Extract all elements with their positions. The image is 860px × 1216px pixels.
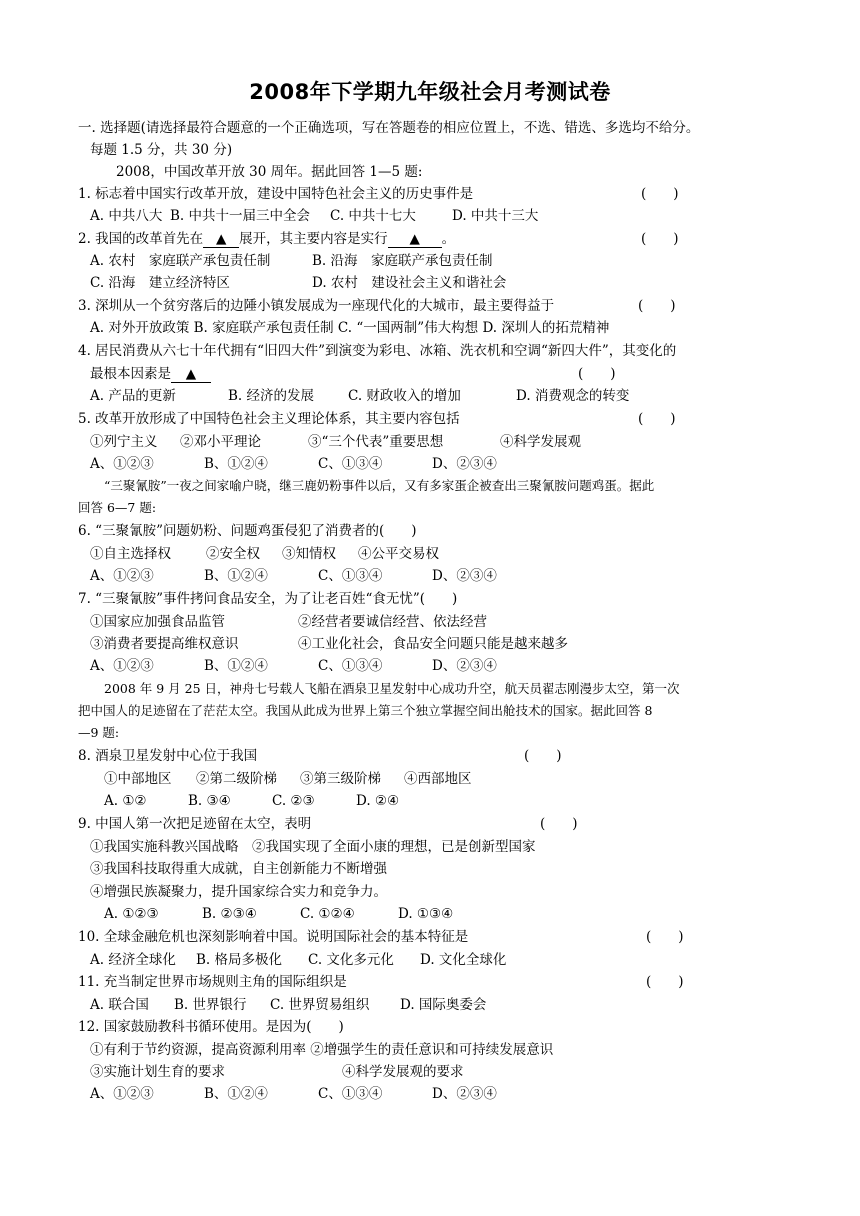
q7-opt-c: C、①③④	[318, 658, 383, 674]
q9-opt-a: A. ①②③	[104, 906, 159, 922]
intro-3-cont: 把中国人的足迹留在了茫茫太空。我国从此成为世界上第三个独立掌握空间出舱技术的国家。据此回答 8	[78, 703, 653, 718]
q12-items-row1: ①有利于节约资源，提高资源利用率 ②增强学生的责任意识和可持续发展意识	[90, 1042, 554, 1058]
q12-items-row2	[90, 1062, 464, 1082]
q5-item-3: ③“三个代表”重要思想	[308, 434, 444, 450]
q6-item-2: ②安全权	[206, 546, 260, 562]
q6-opt-a: A、①②③	[90, 568, 154, 584]
q2-opt-b: B. 沿海 家庭联产承包责任制	[312, 253, 493, 269]
q2-stem-part2: 展开，其主要内容是实行	[239, 231, 388, 247]
q2-blank-2: ▲	[388, 231, 442, 248]
q8-opt-d: D. ②④	[356, 793, 400, 809]
q10-options	[90, 950, 506, 970]
q10-answer-paren: ( )	[646, 929, 684, 945]
q9-answer-paren: ( )	[540, 816, 578, 832]
q6-item-4: ④公平交易权	[358, 546, 439, 562]
q11-opt-b: B. 世界银行	[174, 997, 247, 1013]
q4-stem-part: 最根本因素是	[90, 366, 171, 382]
q4-stem: 4. 居民消费从六七十年代拥有“旧四大件”到演变为彩电、冰箱、洗衣机和空调“新四大件”，其变化的	[78, 343, 677, 359]
intro-2-cont: 回答 6—7 题:	[78, 500, 157, 515]
q9-items-row1: ①我国实施科教兴国战略 ②我国实现了全面小康的理想，已是创新型国家	[90, 839, 536, 855]
q6-opt-c: C、①③④	[318, 568, 383, 584]
q1-options	[90, 206, 538, 226]
q11-opt-c: C. 世界贸易组织	[270, 997, 370, 1013]
q2-opt-c: C. 沿海 建立经济特区	[90, 275, 230, 291]
q7-opt-a: A、①②③	[90, 658, 154, 674]
q6-item-3: ③知情权	[282, 546, 336, 562]
q12-opt-b: B、①②④	[204, 1086, 268, 1102]
q10-opt-c: C. 文化多元化	[308, 952, 394, 968]
q5-opt-a: A、①②③	[90, 456, 154, 472]
intro-1: 2008，中国改革开放 30 周年。据此回答 1—5 题:	[116, 164, 423, 180]
intro-3-cont2: —9 题:	[78, 725, 120, 740]
q7-items-row2	[90, 634, 568, 654]
q5-item-1: ①列宁主义	[90, 434, 158, 450]
q6-stem: 6. “三聚氰胺”问题奶粉、问题鸡蛋侵犯了消费者的( )	[78, 523, 417, 539]
q1-opt-d: D. 中共十三大	[452, 208, 539, 224]
q12-opt-d: D、②③④	[432, 1086, 497, 1102]
q12-options	[90, 1084, 497, 1104]
q11-stem: 11. 充当制定世界市场规则主角的国际组织是	[78, 974, 347, 990]
q8-opt-c: C. ②③	[272, 793, 315, 809]
q6-item-1: ①自主选择权	[90, 546, 171, 562]
q2-stem-part1: 2. 我国的改革首先在	[78, 231, 204, 247]
q5-answer-paren: ( )	[638, 411, 676, 427]
q6-opt-b: B、①②④	[204, 568, 268, 584]
q9-opt-c: C. ①②④	[300, 906, 355, 922]
q4-answer-paren: ( )	[578, 366, 616, 382]
q8-items	[104, 769, 472, 789]
q5-opt-c: C、①③④	[318, 456, 383, 472]
intro-2: “三聚氰胺”一夜之间家喻户晓，继三鹿奶粉事件以后，又有多家蛋企被查出三聚氰胺问题鸡蛋。据此	[104, 478, 655, 493]
section-heading-cont: 每题 1.5 分，共 30 分)	[90, 142, 233, 158]
q5-item-4: ④科学发展观	[500, 434, 581, 450]
q5-opt-b: B、①②④	[204, 456, 268, 472]
q7-opt-b: B、①②④	[204, 658, 268, 674]
q10-stem: 10. 全球金融危机也深刻影响着中国。说明国际社会的基本特征是	[78, 929, 469, 945]
q5-stem: 5. 改革开放形成了中国特色社会主义理论体系，其主要内容包括	[78, 411, 460, 427]
q8-item-1: ①中部地区	[104, 771, 172, 787]
q3-answer-paren: ( )	[638, 298, 676, 314]
q4-opt-a: A. 产品的更新	[90, 388, 176, 404]
q5-items	[90, 432, 581, 452]
q7-item-1: ①国家应加强食品监管	[90, 614, 225, 630]
q5-opt-d: D、②③④	[432, 456, 497, 472]
q4-opt-c: C. 财政收入的增加	[348, 388, 461, 404]
q1-answer-paren: ( )	[641, 186, 679, 202]
q4-blank: ▲	[171, 366, 211, 383]
q2-answer-paren: ( )	[641, 231, 679, 247]
q4-opt-b: B. 经济的发展	[228, 388, 315, 404]
q9-stem: 9. 中国人第一次把足迹留在太空，表明	[78, 816, 312, 832]
q3-options: A. 对外开放政策 B. 家庭联产承包责任制 C. “一国两制”伟大构想 D. 深圳人的拓荒精神	[90, 320, 610, 336]
q8-item-3: ③第三级阶梯	[300, 771, 381, 787]
q8-stem: 8. 酒泉卫星发射中心位于我国	[78, 748, 258, 764]
q8-opt-a: A. ①②	[104, 793, 147, 809]
q7-items-row1	[90, 612, 487, 632]
q7-stem: 7. “三聚氰胺”事件拷问食品安全，为了让老百姓“食无忧”( )	[78, 591, 458, 607]
q2-opt-d: D. 农村 建设社会主义和谐社会	[312, 275, 507, 291]
q8-opt-b: B. ③④	[188, 793, 231, 809]
q7-item-3: ③消费者要提高维权意识	[90, 636, 239, 652]
q9-opt-d: D. ①③④	[398, 906, 454, 922]
q12-item-4: ④科学发展观的要求	[342, 1064, 464, 1080]
q2-stem	[78, 229, 455, 249]
section-heading: 一. 选择题(请选择最符合题意的一个正确选项，写在答题卷的相应位置上，不选、错选、多选均不给分。	[78, 120, 700, 136]
q11-answer-paren: ( )	[646, 974, 684, 990]
q9-opt-b: B. ②③④	[202, 906, 257, 922]
q12-stem: 12. 国家鼓励教科书循环使用。是因为( )	[78, 1019, 344, 1035]
q6-opt-d: D、②③④	[432, 568, 497, 584]
q1-opt-b: B. 中共十一届三中全会	[170, 208, 311, 224]
q5-item-2: ②邓小平理论	[180, 434, 261, 450]
q8-options	[104, 791, 399, 811]
q10-opt-a: A. 经济全球化	[90, 952, 176, 968]
q6-options	[90, 566, 497, 586]
q7-item-2: ②经营者要诚信经营、依法经营	[298, 614, 487, 630]
q7-item-4: ④工业化社会，食品安全问题只能是越来越多	[298, 636, 568, 652]
q2-options-row1	[90, 251, 493, 271]
q11-opt-d: D. 国际奥委会	[400, 997, 487, 1013]
q9-items-row3: ④增强民族凝聚力，提升国家综合实力和竞争力。	[90, 884, 387, 900]
q1-opt-c: C. 中共十七大	[330, 208, 416, 224]
q1-stem: 1. 标志着中国实行改革开放，建设中国特色社会主义的历史事件是	[78, 186, 474, 202]
q2-stem-part3: 。	[441, 231, 456, 247]
q1-opt-a: A. 中共八大	[90, 208, 163, 224]
intro-3: 2008 年 9 月 25 日，神舟七号载人飞船在酒泉卫星发射中心成功升空，航天员翟志刚漫步太空，第一次	[104, 681, 680, 696]
q4-options	[90, 386, 629, 406]
q3-stem: 3. 深圳从一个贫穷落后的边陲小镇发展成为一座现代化的大城市，最主要得益于	[78, 298, 555, 314]
q5-options	[90, 454, 497, 474]
page-title: 2008年下学期九年级社会月考测试卷	[249, 80, 611, 104]
q10-opt-d: D. 文化全球化	[420, 952, 507, 968]
q2-blank-1: ▲	[203, 231, 239, 248]
q2-opt-a: A. 农村 家庭联产承包责任制	[90, 253, 271, 269]
q9-items-row2: ③我国科技取得重大成就，自主创新能力不断增强	[90, 861, 387, 877]
q7-options	[90, 656, 497, 676]
q6-items	[90, 544, 439, 564]
q11-opt-a: A. 联合国	[90, 997, 149, 1013]
q12-opt-c: C、①③④	[318, 1086, 383, 1102]
q8-item-2: ②第二级阶梯	[196, 771, 277, 787]
q12-opt-a: A、①②③	[90, 1086, 154, 1102]
q12-item-3: ③实施计划生育的要求	[90, 1064, 225, 1080]
q2-options-row2	[90, 273, 506, 293]
q4-opt-d: D. 消费观念的转变	[516, 388, 630, 404]
q7-opt-d: D、②③④	[432, 658, 497, 674]
q9-options	[104, 904, 453, 924]
q4-stem-cont	[90, 364, 211, 384]
q8-answer-paren: ( )	[524, 748, 562, 764]
q8-item-4: ④西部地区	[404, 771, 472, 787]
q10-opt-b: B. 格局多极化	[196, 952, 283, 968]
q11-options	[90, 995, 486, 1015]
